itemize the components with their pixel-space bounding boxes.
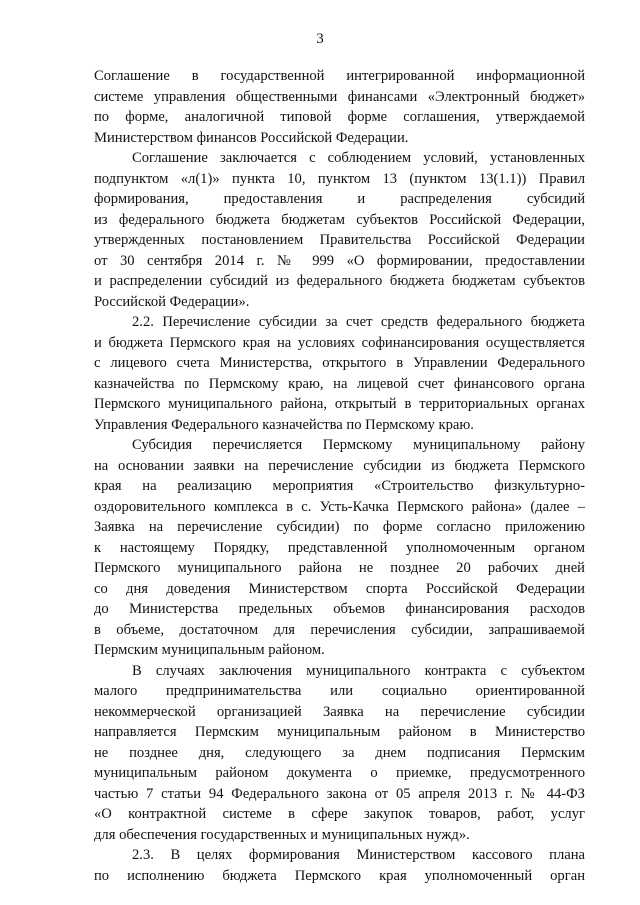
paragraph-line: Пермского муниципального района, открытый в территориальных органах (94, 396, 585, 412)
paragraph-line: формирования, предоставления и распределения субсидий (94, 191, 585, 207)
paragraph-line: Соглашение заключается с соблюдением условий, установленных (132, 150, 585, 166)
paragraph-line: направляется Пермским муниципальным районом в Министерство (94, 724, 585, 740)
paragraph-line: Пермским муниципальным районом. (94, 642, 325, 658)
paragraph-line: оздоровительного комплекса в с. Усть-Качка Пермского района» (далее – (94, 498, 585, 515)
paragraph-line: Заявка на перечисление субсидии) по форме согласно приложению (94, 519, 585, 535)
paragraph-line: на основании заявки на перечисление субсидии из бюджета Пермского (94, 457, 585, 474)
paragraph-line: Соглашение в государственной интегрированной информационной (94, 68, 585, 84)
paragraph-line: из федерального бюджета бюджетам субъектов Российской Федерации, (94, 211, 585, 228)
paragraph-agreement-conditions (94, 148, 585, 312)
paragraph-line: по форме, аналогичной типовой форме соглашения, утверждаемой (94, 109, 585, 125)
paragraph-line: к настоящему Порядку, представленной уполномоченным органом (94, 539, 585, 556)
paragraph-municipal-contract (94, 661, 585, 846)
paragraph-line: и бюджета Пермского края на условиях софинансирования осуществляется (94, 334, 585, 351)
paragraph-section-2-3 (94, 845, 585, 886)
paragraph-line: для обеспечения государственных и муниципальных нужд». (94, 826, 470, 843)
paragraph-line: со дня доведения Министерством спорта Российской Федерации (94, 580, 585, 597)
paragraph-line: 2.3. В целях формирования Министерством кассового плана (132, 847, 585, 863)
paragraph-line: Пермского муниципального района не позднее 20 рабочих дней (94, 560, 585, 576)
paragraph-line: от 30 сентября 2014 г. № 999 «О формировании, предоставлении (94, 252, 585, 269)
paragraph-line: края на реализацию мероприятия «Строительство физкультурно- (94, 478, 585, 494)
paragraph-line: частью 7 статьи 94 Федерального закона от 05 апреля 2013 г. № 44-ФЗ (94, 785, 585, 802)
paragraph-line: в объеме, достаточном для перечисления субсидии, запрашиваемой (94, 621, 585, 638)
paragraph-line: Российской Федерации». (94, 293, 250, 310)
paragraph-line: подпунктом «л(1)» пункта 10, пунктом 13 (пунктом 13(1.1)) Правил (94, 170, 585, 187)
paragraph-subsidy-transfer (94, 435, 585, 661)
page-number: 3 (316, 31, 324, 47)
paragraph-line: В случаях заключения муниципального контракта с субъектом (132, 662, 585, 679)
paragraph-line: казначейства по Пермскому краю, на лицевой счет финансового органа (94, 375, 585, 392)
paragraph-line: до Министерства предельных объемов финансирования расходов (94, 601, 585, 617)
paragraph-section-2-2 (94, 312, 585, 435)
paragraph-line: Управления Федерального казначейства по Пермскому краю. (94, 416, 474, 433)
paragraph-line: с лицевого счета Министерства, открытого в Управлении Федерального (94, 355, 585, 371)
paragraph-line: и распределении субсидий из федерального бюджета бюджетам субъектов (94, 273, 585, 289)
paragraph-line: не позднее дня, следующего за днем подписания Пермским (94, 744, 585, 761)
paragraph-line: системе управления общественными финансами «Электронный бюджет» (94, 88, 585, 105)
paragraph-line: малого предпринимательства или социально ориентированной (94, 683, 585, 699)
paragraph-line: утвержденных постановлением Правительства Российской Федерации (94, 232, 585, 248)
paragraph-line: муниципальным районом документа о приемке, предусмотренного (94, 765, 585, 781)
paragraph-line: 2.2. Перечисление субсидии за счет средств федерального бюджета (132, 314, 585, 330)
paragraph-line: Субсидия перечисляется Пермскому муниципальному району (132, 437, 585, 453)
paragraph-line: по исполнению бюджета Пермского края уполномоченный орган (94, 867, 585, 884)
document-body (94, 66, 585, 886)
paragraph-line: некоммерческой организацией Заявка на перечисление субсидии (94, 703, 585, 720)
paragraph-line: «О контрактной системе в сфере закупок товаров, работ, услуг (94, 806, 585, 822)
paragraph-agreement-system (94, 66, 585, 148)
paragraph-line: Министерством финансов Российской Федерации. (94, 129, 409, 146)
